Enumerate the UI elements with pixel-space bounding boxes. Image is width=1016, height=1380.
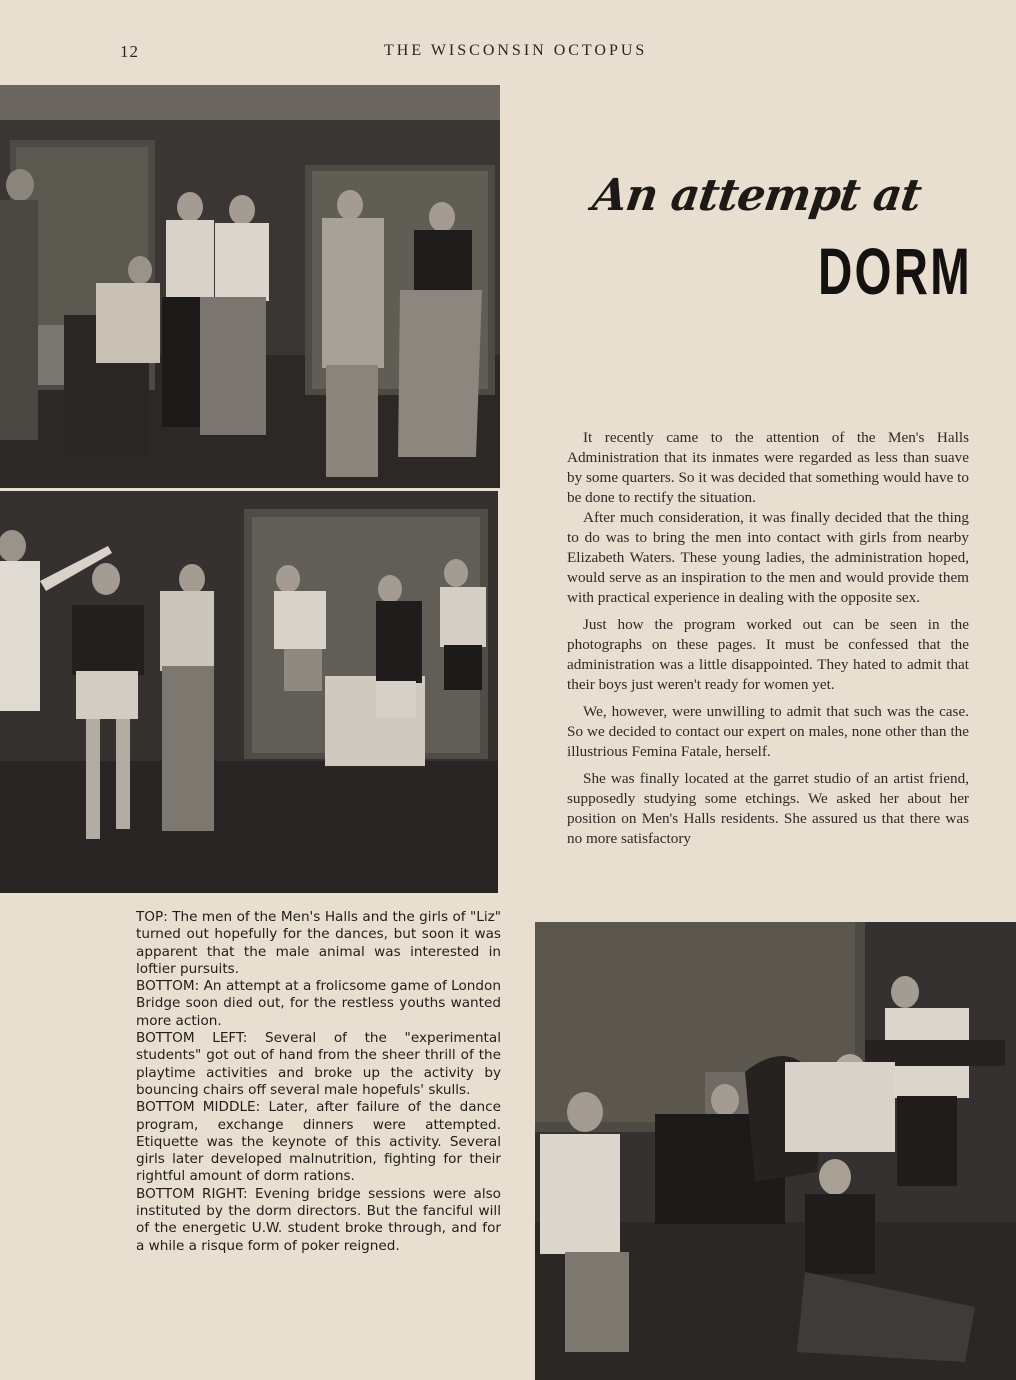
article-paragraph: After much consideration, it was finally decided that the thing to do was to bring the men into contact with girls from nearby Elizabeth Waters. These young ladies, the administration hoped, would serve as an inspiration to the men and would provide them with practical experience in dealing with the opposite sex. [567,509,969,606]
photo-london-bridge-icon [0,491,498,893]
article-body [567,428,969,856]
title-script-line: An attempt at [589,170,924,221]
article-paragraph: We, however, were unwilling to admit that such was the case. So we decided to contact our expert on males, none other than the illustrious Femina Fatale, herself. [567,703,969,760]
caption-bottom-right: BOTTOM RIGHT: Evening bridge sessions were also instituted by the dorm directors. But the fanciful will of the energetic U.W. student broke through, and for a while a risque form of poker reigned. [136,1185,501,1254]
article-paragraph: It recently came to the attention of the Men's Halls Administration that its inmates were regarded as less than suave by some quarters. So it was decided that something would have to be done to rectify the situation. [567,429,969,506]
photo-captions [136,909,501,1255]
running-title: THE WISCONSIN OCTOPUS [384,42,648,59]
caption-bottom: BOTTOM: An attempt at a frolicsome game of London Bridge soon died out, for the restless youths wanted more action. [136,978,501,1029]
caption-bottom-middle: BOTTOM MIDDLE: Later, after failure of the dance program, exchange dinners were attempted. Etiquette was the keynote of this activity. Several girls later developed malnutrition, fighting for their rightful amount of dorm rations. [136,1099,501,1185]
photo-dance-icon [0,85,500,488]
photo-chair-fight-icon [535,922,1016,1380]
photo-chair-fight-scene [535,922,1016,1380]
article-paragraph: Just how the program worked out can be seen in the photographs on these pages. It must be confessed that the administration was a little disappointed. They hated to admit that their boys just weren't ready for women yet. [567,616,969,693]
photo-london-bridge-scene [0,491,498,893]
caption-bottom-left: BOTTOM LEFT: Several of the "experimental students" got out of hand from the sheer thrill of the playtime activities and broke up the activity by bouncing chairs off several male hopefuls' skulls. [136,1030,501,1098]
title-main-word: DORM [818,234,972,308]
caption-top: TOP: The men of the Men's Halls and the girls of "Liz" turned out hopefully for the dances, but soon it was apparent that the male animal was interested in loftier pursuits. [136,909,501,977]
photo-dance-scene [0,85,500,488]
page-number: 12 [120,42,139,61]
article-paragraph: She was finally located at the garret studio of an artist friend, supposedly studying some etchings. We asked her about her position on Men's Halls residents. She assured us that there was no more satisfactory [567,770,969,847]
